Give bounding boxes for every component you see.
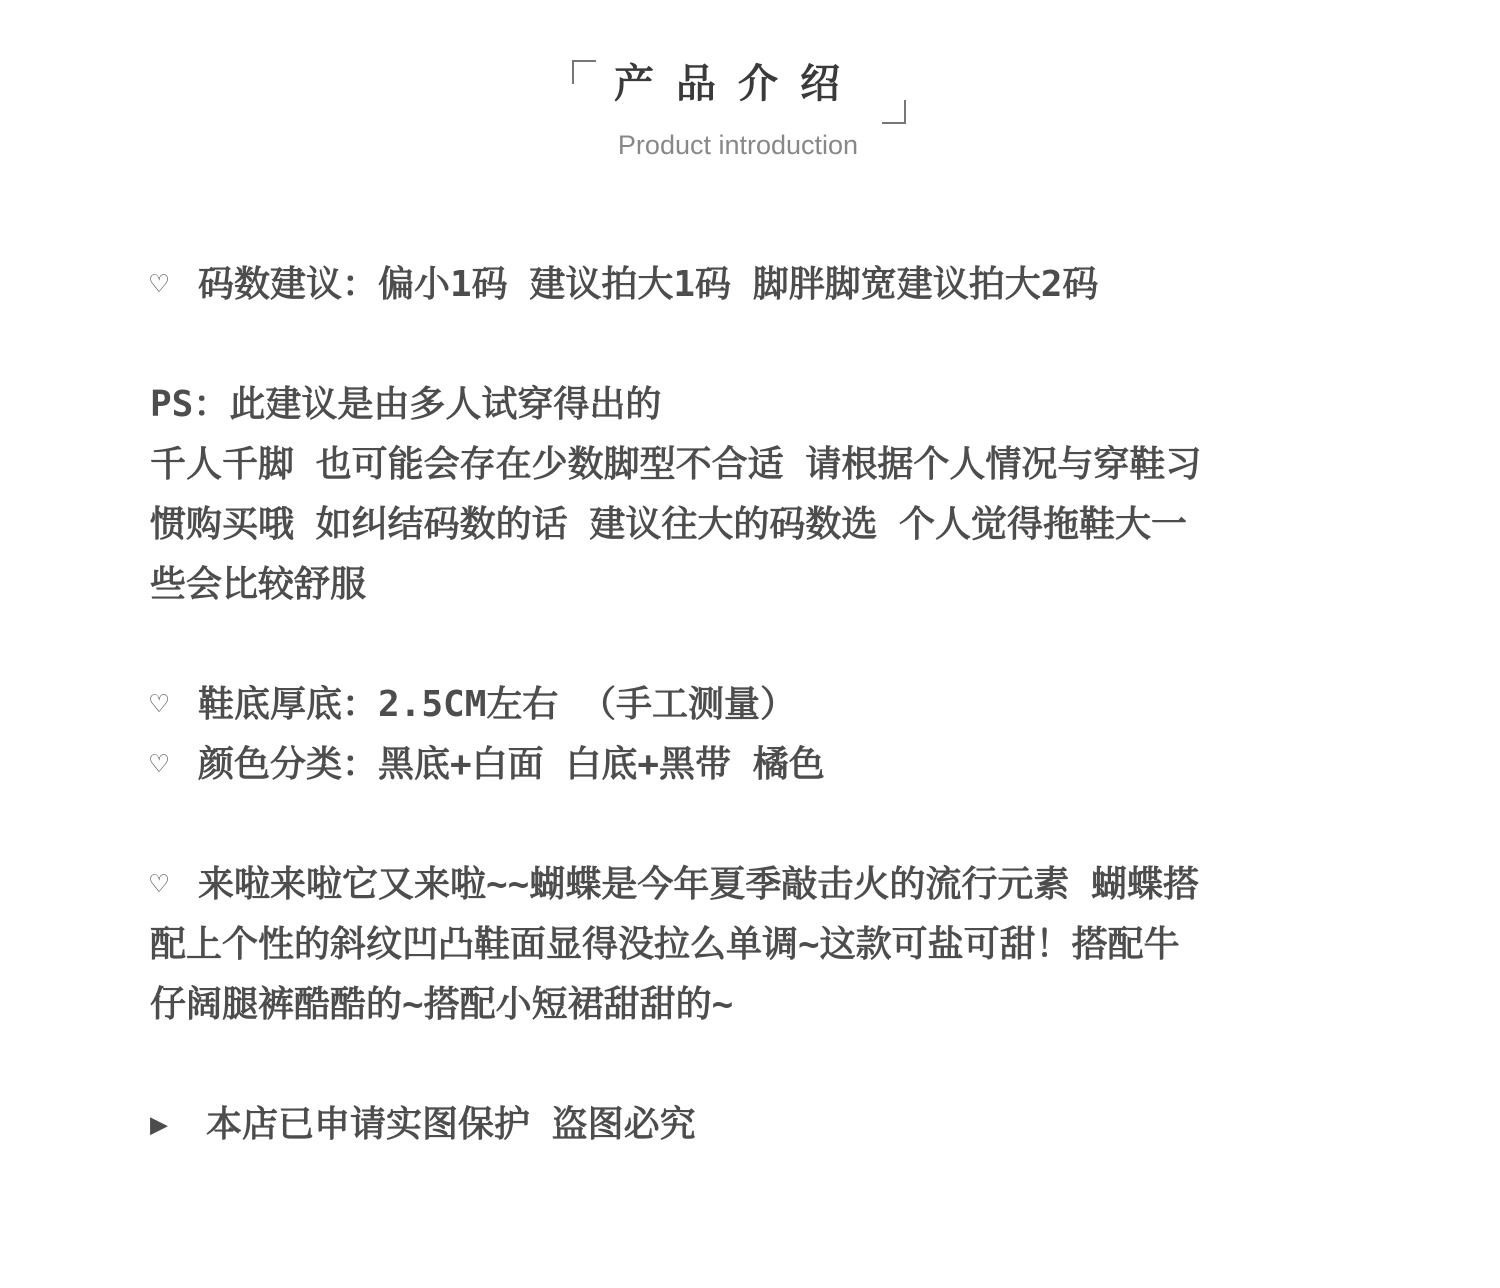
color-options-line (150, 743, 825, 787)
ps-text-4: 些会比较舒服 (150, 564, 367, 605)
sole-thickness-line (150, 683, 796, 727)
heart-icon: ♡ (150, 267, 169, 302)
ps-line-4 (150, 563, 366, 607)
ps-line-3 (150, 503, 1187, 547)
ps-line-2 (150, 443, 1201, 487)
description-text-1: 来啦来啦它又来啦~~蝴蝶是今年夏季敲击火的流行元素 蝴蝶搭 (198, 864, 1200, 905)
section-header (0, 0, 1500, 200)
heart-icon: ♡ (150, 687, 169, 722)
ps-line-1 (150, 383, 661, 427)
image-protection-line (150, 1103, 696, 1147)
play-icon: ▶ (150, 1107, 169, 1142)
image-protection-text: 本店已申请实图保护 盗图必究 (206, 1104, 696, 1145)
description-text-3: 仔阔腿裤酷酷的~搭配小短裙甜甜的~ (150, 984, 734, 1025)
corner-bracket-bottom-right (882, 100, 906, 124)
corner-bracket-top-left (572, 60, 596, 84)
ps-text-1: PS：此建议是由多人试穿得出的 (150, 384, 662, 425)
sole-thickness-text: 鞋底厚底：2.5CM左右 （手工测量） (198, 684, 797, 725)
ps-text-2: 千人千脚 也可能会存在少数脚型不合适 请根据个人情况与穿鞋习 (150, 444, 1202, 485)
color-options-text: 颜色分类：黑底+白面 白底+黑带 橘色 (198, 744, 825, 785)
ps-text-3: 惯购买哦 如纠结码数的话 建议往大的码数选 个人觉得拖鞋大一 (150, 504, 1188, 545)
heart-icon: ♡ (150, 867, 169, 902)
description-line-3 (150, 983, 733, 1027)
section-title: 产品介绍 (614, 60, 862, 107)
size-advice-line (150, 263, 1098, 307)
description-text-2: 配上个性的斜纹凹凸鞋面显得没拉么单调~这款可盐可甜！搭配牛 (150, 924, 1180, 965)
section-subtitle: Product introduction (617, 130, 859, 160)
description-line-1 (150, 863, 1199, 907)
heart-icon: ♡ (150, 747, 169, 782)
size-advice-text: 码数建议：偏小1码 建议拍大1码 脚胖脚宽建议拍大2码 (198, 264, 1099, 305)
description-line-2 (150, 923, 1180, 967)
